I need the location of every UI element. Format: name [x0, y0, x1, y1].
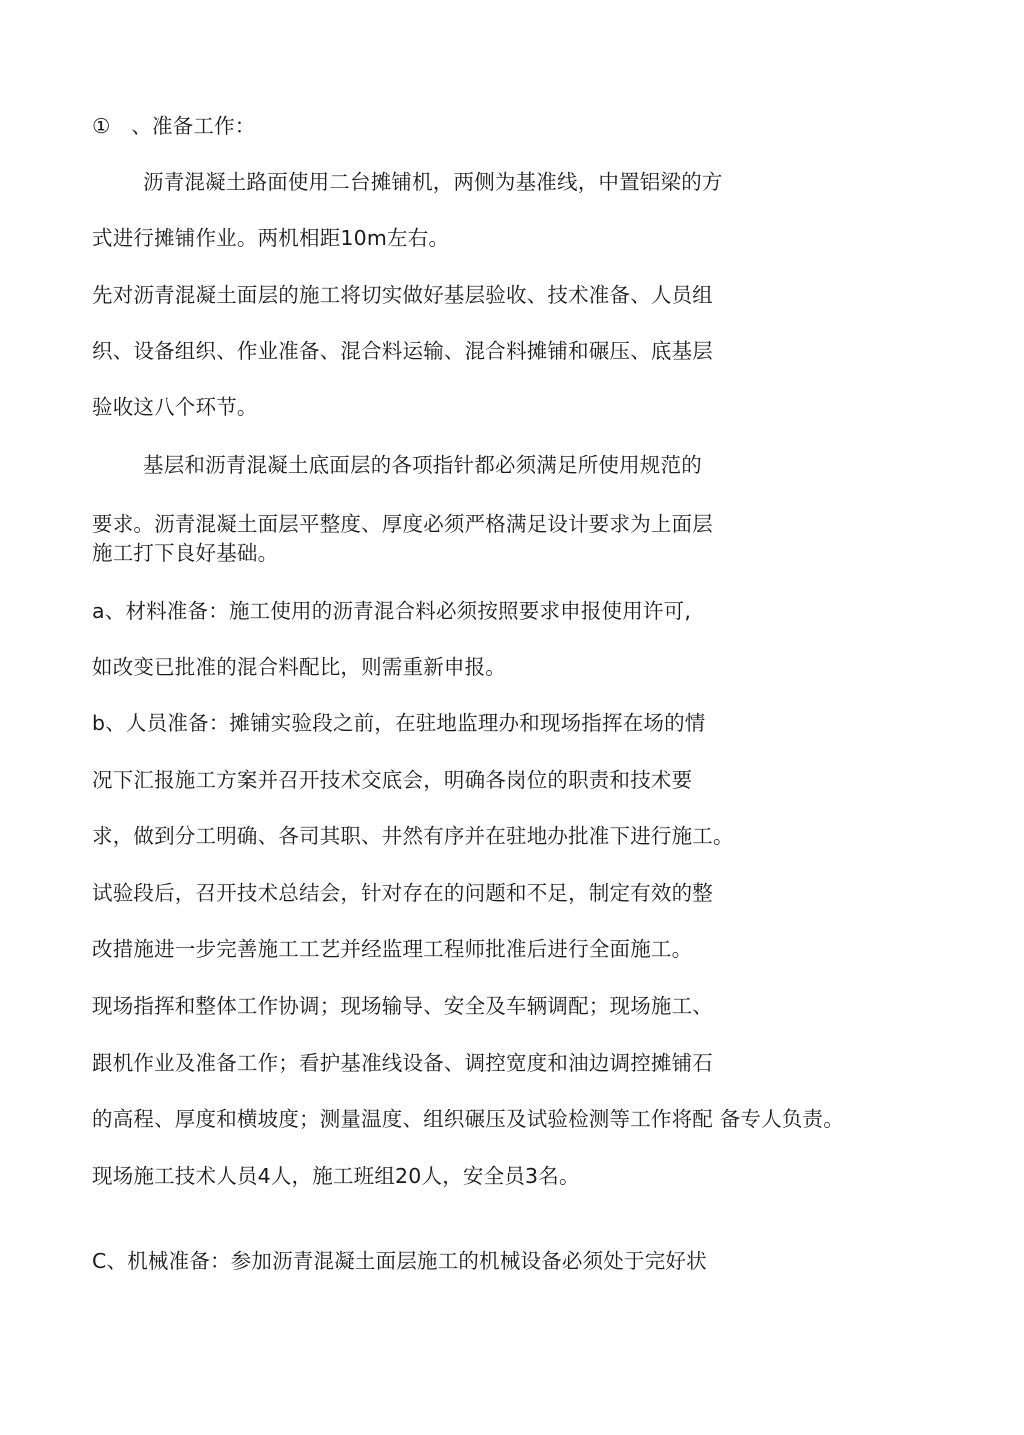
- paragraph-line-material-prep: a、材料准备：施工使用的沥青混合料必须按照要求申报使用许可,: [92, 599, 692, 623]
- paragraph-line: 试验段后，召开技术总结会，针对存在的问题和不足，制定有效的整: [92, 881, 713, 905]
- paragraph-line: 沥青混凝土路面使用二台摊铺机，两侧为基准线，中置铝梁的方: [143, 170, 723, 194]
- paragraph-line-machinery-prep: C、机械准备：参加沥青混凝土面层施工的机械设备必须处于完好状: [92, 1249, 707, 1273]
- paragraph-line: 织、设备组织、作业准备、混合料运输、混合料摊铺和碾压、底基层: [92, 339, 713, 363]
- paragraph-line: 如改变已批准的混合料配比，则需重新申报。: [92, 655, 506, 679]
- section-heading-preparation: ① 、准备工作：: [92, 114, 256, 138]
- paragraph-line: 先对沥青混凝土面层的施工将切实做好基层验收、技术准备、人员组: [92, 283, 713, 307]
- paragraph-line: 式进行摊铺作业。两机相距10m左右。: [92, 226, 450, 250]
- paragraph-line: 验收这八个环节。: [92, 395, 258, 419]
- paragraph-line-staffing: 现场施工技术人员4人，施工班组20人，安全员3名。: [92, 1164, 580, 1188]
- paragraph-line: 改措施进一步完善施工工艺并经监理工程师批准后进行全面施工。: [92, 937, 693, 961]
- paragraph-line: 基层和沥青混凝土底面层的各项指针都必须满足所使用规范的: [143, 453, 702, 477]
- paragraph-line: 现场指挥和整体工作协调；现场输导、安全及车辆调配；现场施工、: [92, 994, 713, 1018]
- paragraph-line: 求，做到分工明确、各司其职、井然有序并在驻地办批准下进行施工。: [92, 824, 734, 848]
- paragraph-line: 跟机作业及准备工作；看护基准线设备、调控宽度和油边调控摊铺石: [92, 1051, 713, 1075]
- paragraph-line-personnel-prep: b、人员准备：摊铺实验段之前，在驻地监理办和现场指挥在场的情: [92, 711, 706, 735]
- paragraph-line: 的高程、厚度和横坡度；测量温度、组织碾压及试验检测等工作将配 备专人负责。: [92, 1107, 844, 1131]
- paragraph-line: 况下汇报施工方案并召开技术交底会，明确各岗位的职责和技术要: [92, 768, 693, 792]
- paragraph-line: 施工打下良好基础。: [92, 541, 279, 565]
- paragraph-line: 要求。沥青混凝土面层平整度、厚度必须严格满足设计要求为上面层: [92, 512, 713, 536]
